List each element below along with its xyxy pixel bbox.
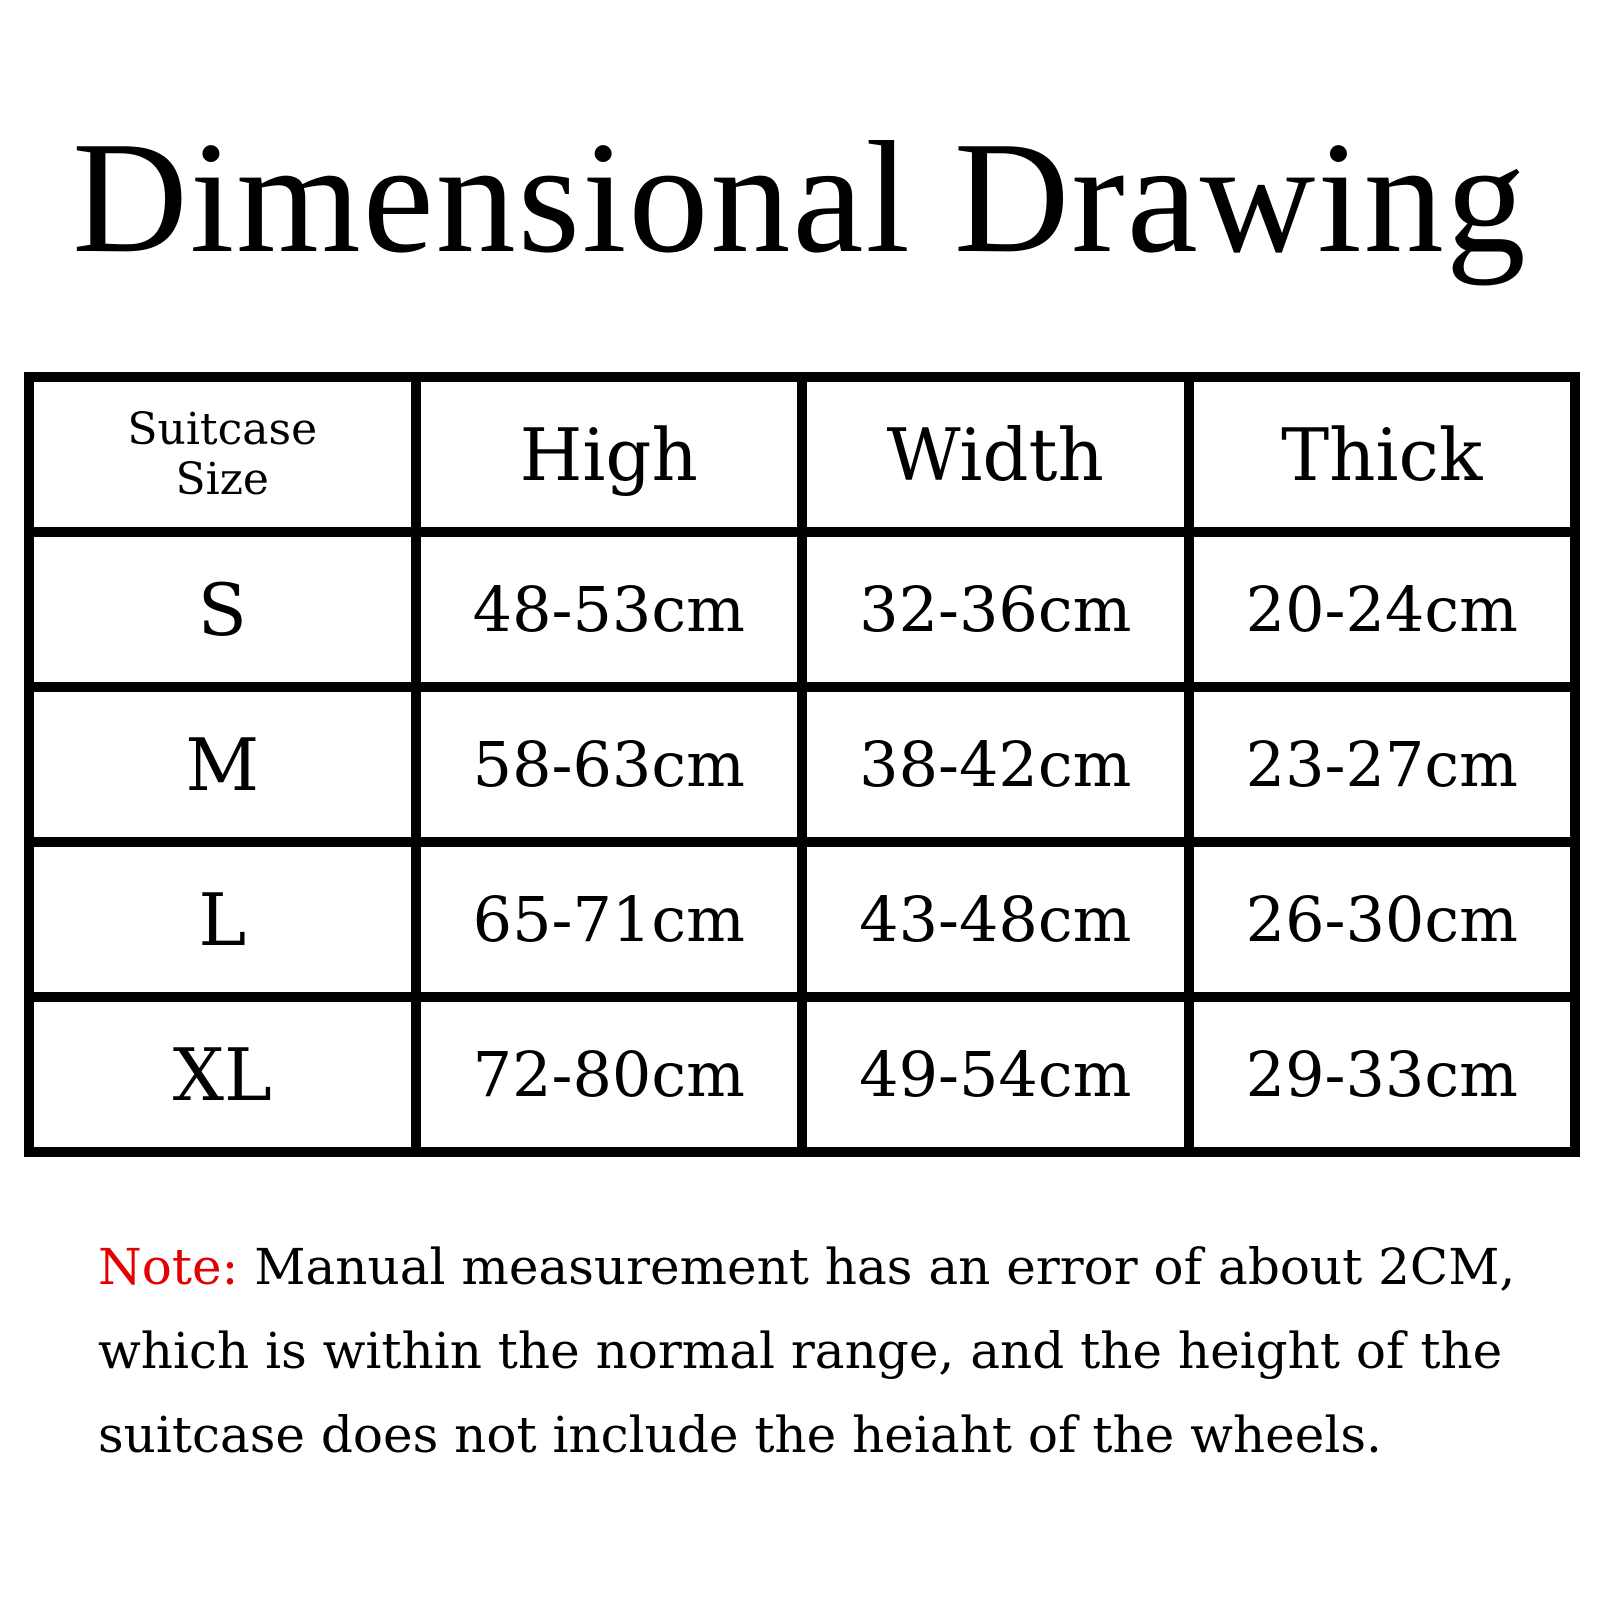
table-row	[29, 842, 1575, 997]
width-cell: 38-42cm	[802, 687, 1189, 842]
header-suitcase-size	[29, 377, 416, 532]
thick-cell: 20-24cm	[1189, 532, 1576, 687]
width-cell: 32-36cm	[802, 532, 1189, 687]
high-cell: 58-63cm	[416, 687, 803, 842]
high-cell: 48-53cm	[416, 532, 803, 687]
header-high: High	[416, 377, 803, 532]
size-cell: XL	[29, 997, 416, 1152]
note-text: Manual measurement has an error of about 2CM, which is within the normal range, and the height of the suitcase does not include the heiaht of the wheels.	[98, 1238, 1516, 1464]
size-cell: M	[29, 687, 416, 842]
header-width: Width	[802, 377, 1189, 532]
thick-cell: 23-27cm	[1189, 687, 1576, 842]
table-header-row	[29, 377, 1575, 532]
high-cell: 65-71cm	[416, 842, 803, 997]
table-row	[29, 532, 1575, 687]
table-row	[29, 997, 1575, 1152]
width-cell: 49-54cm	[802, 997, 1189, 1152]
width-cell: 43-48cm	[802, 842, 1189, 997]
thick-cell: 26-30cm	[1189, 842, 1576, 997]
size-table	[24, 372, 1580, 1157]
size-cell: L	[29, 842, 416, 997]
header-suitcase-size-line1: Suitcase	[127, 403, 318, 455]
high-cell: 72-80cm	[416, 997, 803, 1152]
header-suitcase-size-line2: Size	[175, 453, 269, 505]
size-cell: S	[29, 532, 416, 687]
table-row	[29, 687, 1575, 842]
note-label: Note:	[98, 1238, 239, 1296]
measurement-note	[98, 1225, 1538, 1477]
header-thick: Thick	[1189, 377, 1576, 532]
thick-cell: 29-33cm	[1189, 997, 1576, 1152]
page-title: Dimensional Drawing	[72, 108, 1528, 286]
